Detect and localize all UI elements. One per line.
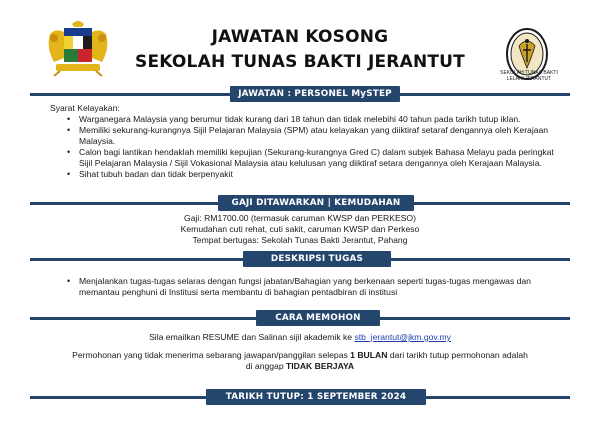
requirements-intro: Syarat Kelayakan: xyxy=(50,103,120,113)
apply-instruction: Sila emailkan RESUME dan Salinan sijil akademik ke stb_jerantut@jkm.gov.my xyxy=(149,332,451,342)
email-link[interactable]: stb_jerantut@jkm.gov.my xyxy=(354,332,451,342)
page-title: JAWATAN KOSONG xyxy=(211,27,389,47)
requirement-item: • Sihat tubuh badan dan tidak berpenyakit xyxy=(66,169,556,180)
requirement-item: • Calon bagi lantikan hendaklah memiliki kepujian (Sekurang-kurangnya Gred C) dalam subjek Bahasa Melayu pada peringkat Sijil Pelajaran Malaysia / Sijil Vokasional Malaysia atau kelulusan yang diiktiraf setara dengannya oleh Kerajaan Malaysia. xyxy=(66,147,556,169)
school-crest-logo xyxy=(492,14,562,94)
closing-date-heading: TARIKH TUTUP: 1 SEPTEMBER 2024 xyxy=(206,389,426,405)
salary-line: Gaji: RM1700.00 (termasuk caruman KWSP dan PERKESO) xyxy=(184,213,416,223)
position-heading: JAWATAN : PERSONEL MySTEP xyxy=(230,86,400,102)
requirement-item: • Memiliki sekurang-kurangnya Sijil Pelajaran Malaysia (SPM) atau kelayakan yang diiktiraf setaraf dengannya oleh Kerajaan Malaysia. xyxy=(66,125,556,147)
duties-section-bar xyxy=(30,251,570,267)
salary-section-bar xyxy=(30,195,570,211)
position-section-bar xyxy=(30,86,570,102)
apply-heading: CARA MEMOHON xyxy=(256,310,380,326)
school-crest-caption: SEKOLAH TUNAS BAKTI LELAKI JERANTUT xyxy=(500,70,558,82)
requirement-item: • Warganegara Malaysia yang berumur tidak kurang dari 18 tahun dan tidak melebihi 40 tahun pada tarikh tutup iklan. xyxy=(66,114,556,125)
benefits-line: Kemudahan cuti rehat, cuti sakit, caruman KWSP dan Perkeso xyxy=(180,224,420,234)
salary-heading: GAJI DITAWARKAN | KEMUDAHAN xyxy=(218,195,414,211)
apply-note: Permohonan yang tidak menerima sebarang jawapan/panggilan selepas 1 BULAN dari tarikh tutup permohonan adalah xyxy=(72,350,528,360)
duties-heading: DESKRIPSI TUGAS xyxy=(243,251,391,267)
duties-list xyxy=(66,276,556,298)
duty-item: • Menjalankan tugas-tugas selaras dengan fungsi jabatan/Bahagian yang berkenaan seperti tugas-tugas mengawas dan memantau penghuni di Institusi serta membantu di bahagian pentadbiran di institusi xyxy=(66,276,556,298)
workplace-line: Tempat bertugas: Sekolah Tunas Bakti Jerantut, Pahang xyxy=(192,235,408,245)
requirements-list xyxy=(66,114,556,180)
malaysia-coat-of-arms-logo xyxy=(42,18,114,78)
header xyxy=(0,0,600,95)
apply-note-cont: di anggap TIDAK BERJAYA xyxy=(245,361,355,371)
closing-section-bar xyxy=(30,389,570,405)
apply-section-bar xyxy=(30,310,570,326)
page-subtitle: SEKOLAH TUNAS BAKTI JERANTUT xyxy=(135,52,465,72)
